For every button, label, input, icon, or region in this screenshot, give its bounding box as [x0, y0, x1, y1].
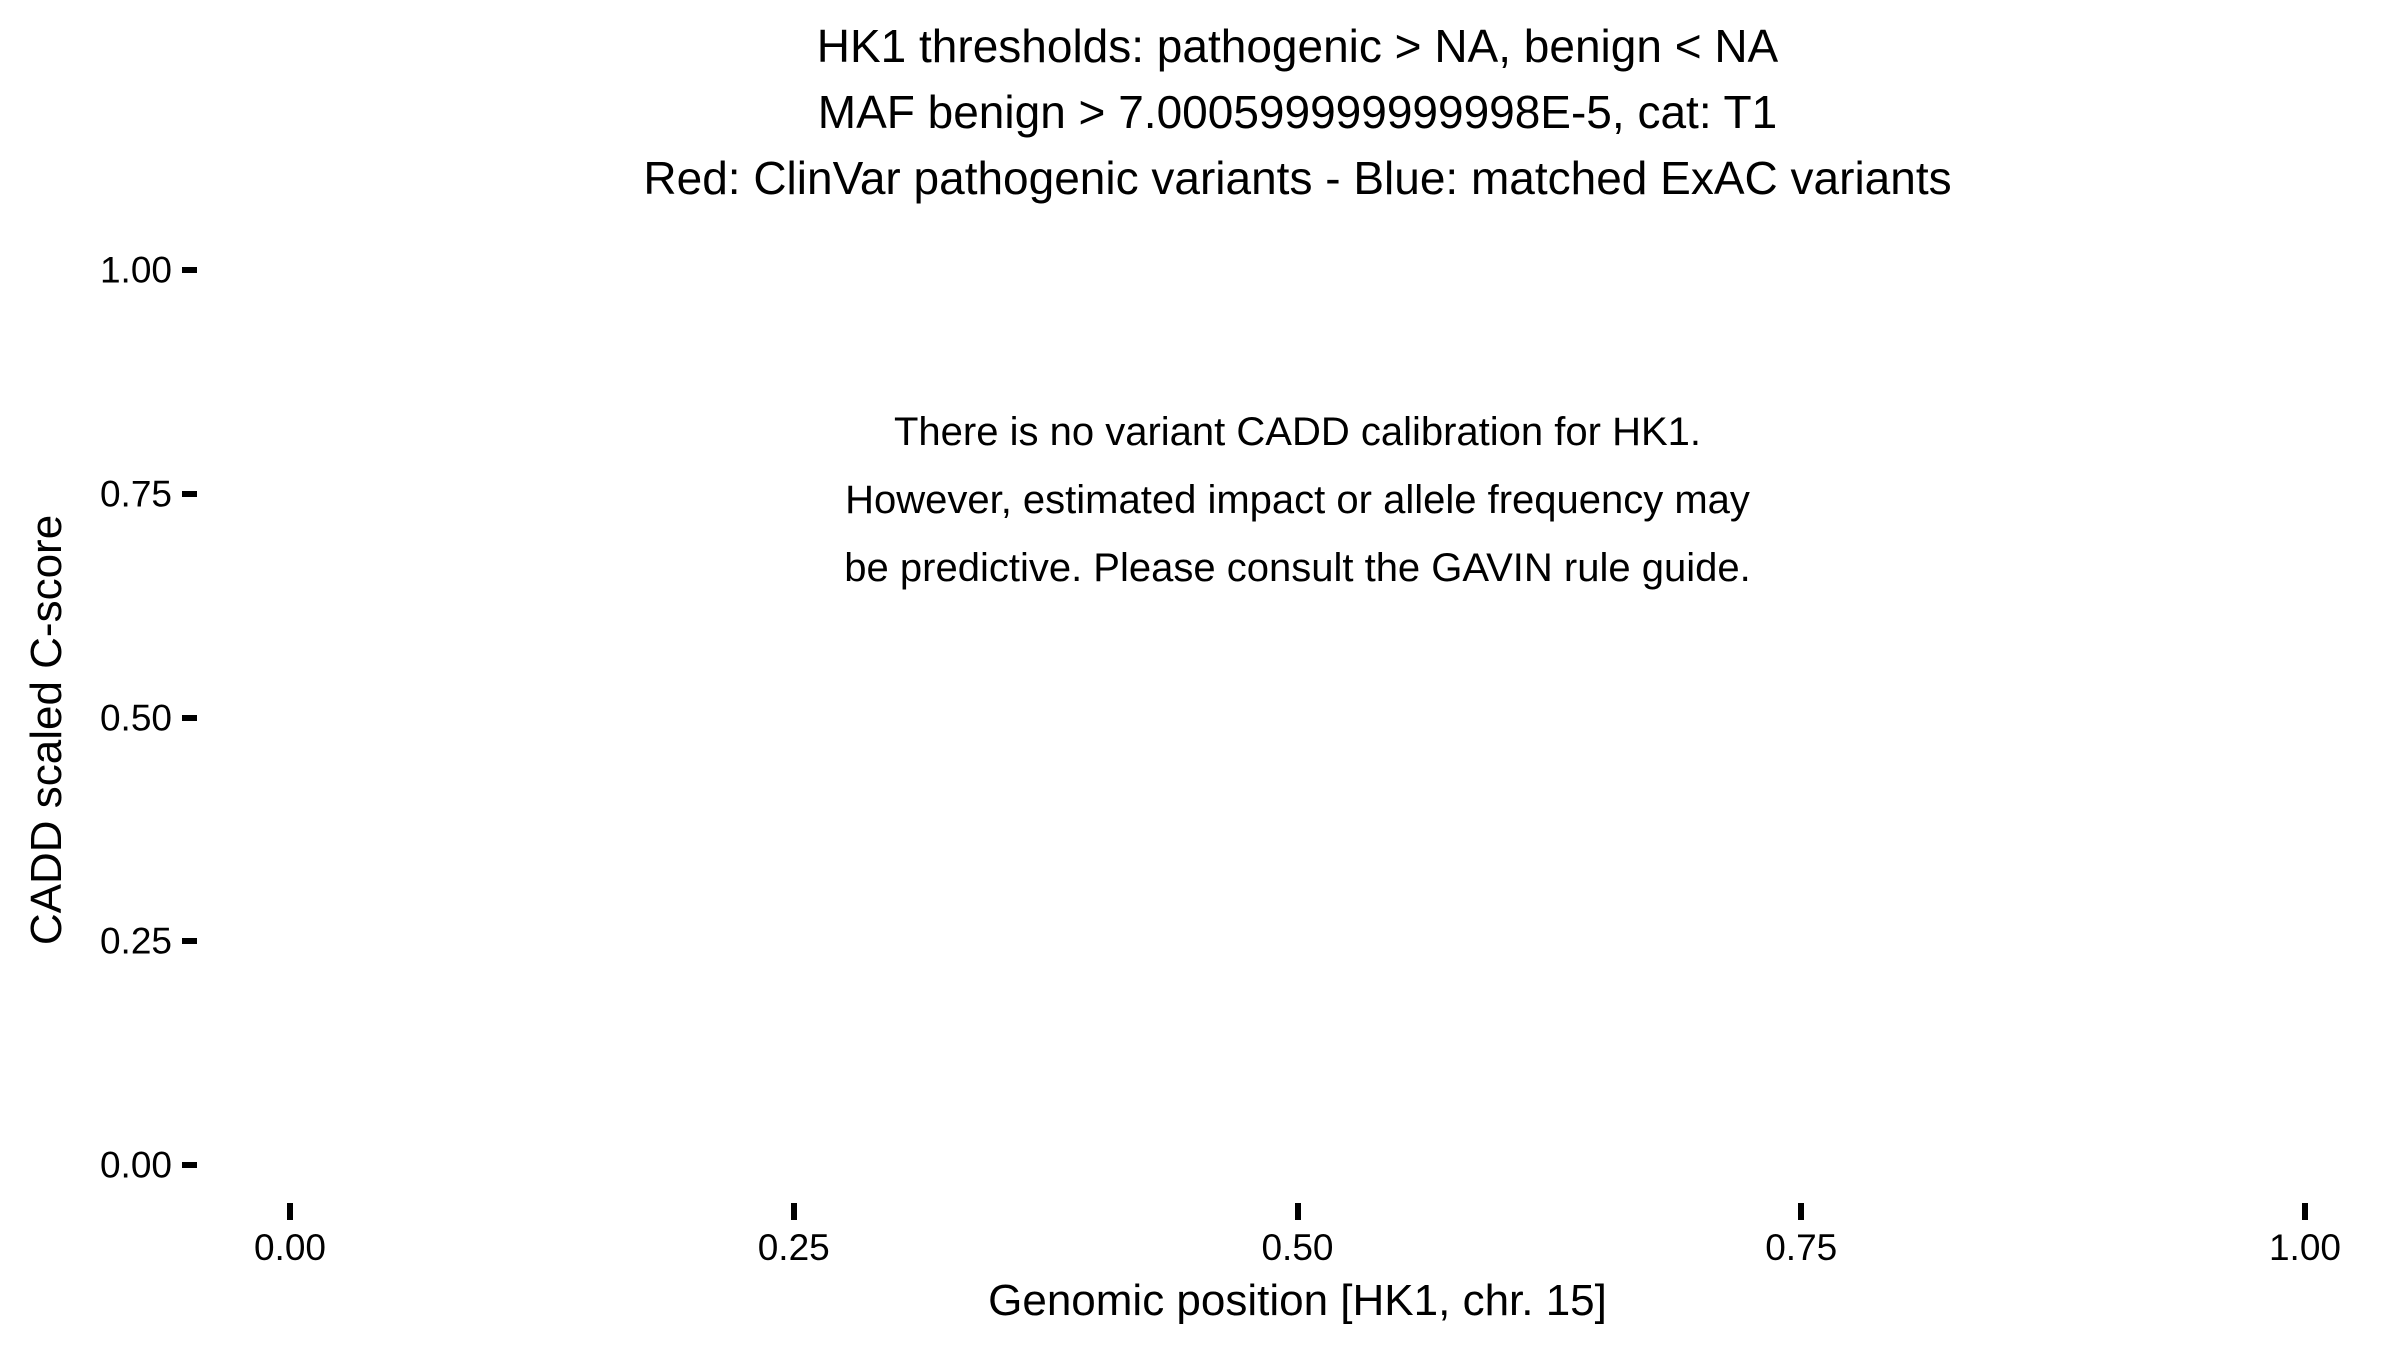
- y-axis-tick-mark: [182, 938, 197, 944]
- x-axis-tick-mark: [2302, 1203, 2308, 1220]
- x-axis-tick-label: 0.75: [1765, 1227, 1838, 1268]
- x-axis-tick-mark: [791, 1203, 797, 1220]
- y-axis-tick-label: 0.25: [99, 920, 172, 962]
- y-axis-tick-mark: [182, 715, 197, 721]
- x-axis-title: Genomic position [HK1, chr. 15]: [988, 1276, 1607, 1325]
- plot-annotation: [198, 398, 2397, 602]
- annotation-line-1: There is no variant CADD calibration for HK1.: [894, 410, 1701, 454]
- x-axis-tick-label: 0.50: [1261, 1227, 1334, 1268]
- y-axis-tick-mark: [182, 267, 197, 273]
- x-axis-tick-mark: [1295, 1203, 1301, 1220]
- y-axis-tick-mark: [182, 1162, 197, 1168]
- x-axis-tick-mark: [287, 1203, 293, 1220]
- y-axis-tick-label: 0.00: [99, 1144, 172, 1186]
- annotation-line-2: However, estimated impact or allele frequency may: [845, 478, 1750, 522]
- y-axis-title: CADD scaled C-score: [22, 514, 71, 946]
- y-axis-tick-label: 0.50: [99, 697, 172, 738]
- y-axis-tick-mark: [182, 491, 197, 497]
- plot-title: [198, 13, 2397, 211]
- x-axis-tick-label: 1.00: [2268, 1227, 2341, 1268]
- annotation-line-3: be predictive. Please consult the GAVIN rule guide.: [844, 546, 1751, 590]
- plot-title-line-1: HK1 thresholds: pathogenic > NA, benign < NA: [816, 20, 1779, 72]
- x-axis-tick-mark: [1798, 1203, 1804, 1220]
- y-axis-tick-label: 1.00: [99, 249, 172, 291]
- plot-title-line-3: Red: ClinVar pathogenic variants - Blue: matched ExAC variants: [643, 152, 1952, 204]
- x-axis-tick-label: 0.00: [253, 1227, 326, 1268]
- y-axis-tick-label: 0.75: [99, 473, 172, 515]
- plot-title-line-2: MAF benign > 7.000599999999998E-5, cat: T1: [817, 86, 1778, 138]
- x-axis-tick-label: 0.25: [757, 1227, 830, 1268]
